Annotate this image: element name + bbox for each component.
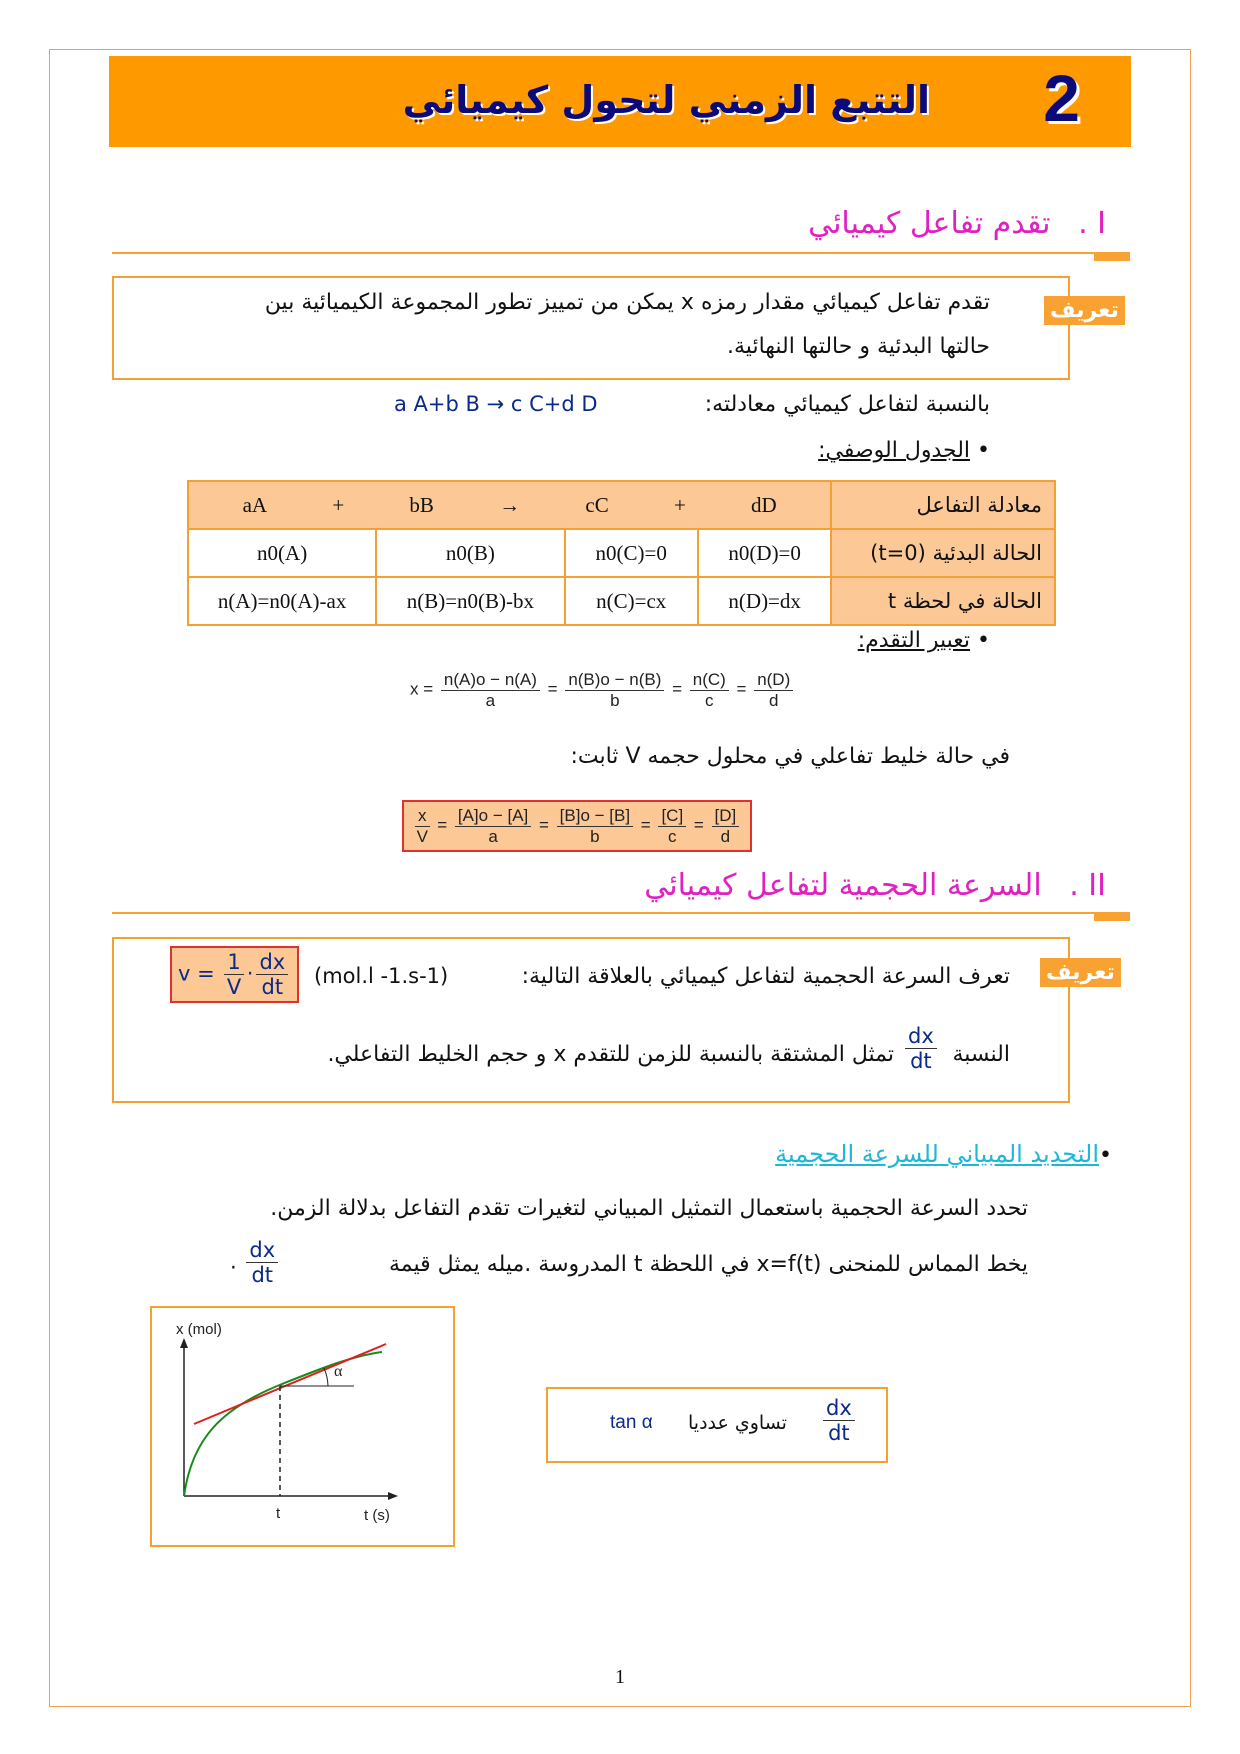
definition-1-line-2: حالتها البدئية و حالتها النهائية. (727, 334, 990, 359)
v-dot: · (246, 961, 254, 986)
tan-text: تساوي عدديا (688, 1412, 787, 1434)
eq1-den-b: b (610, 690, 620, 710)
tan-frac-den: dt (828, 1421, 850, 1446)
eq1-den-a: a (485, 690, 496, 710)
eq-aA: aA (242, 492, 268, 517)
graph-text-1: تحدد السرعة الحجمية باستعمال التمثيل المبياني لتغيرات تقدم التفاعل بدلالة الزمن. (270, 1196, 1028, 1221)
eq1-num-c: n(C) (690, 670, 729, 691)
eq2-num-x: x (415, 806, 430, 827)
definition-2-line-1: تعرف السرعة الحجمية لتفاعل كيميائي بالعلاقة التالية: (521, 964, 1010, 989)
velocity-formula (170, 946, 299, 1003)
graph-fraction (230, 1238, 281, 1287)
section-2-label: السرعة الحجمية لتفاعل كيميائي (644, 868, 1042, 903)
eq1-den-d: d (768, 690, 779, 710)
advance-heading (858, 628, 990, 653)
ratio-fraction (902, 1024, 940, 1073)
y-axis-label: x (mol) (176, 1321, 222, 1338)
page-title: التتبع الزمني لتحول كيميائي (402, 78, 930, 122)
eq2-den-a: a (488, 826, 498, 846)
row-label-time-t: الحالة في لحظة t (831, 577, 1055, 625)
eq1-den-c: c (705, 690, 714, 710)
eq-arrow: → (499, 492, 521, 517)
cell-n0C: n0(C)=0 (565, 529, 698, 577)
chapter-number: 2 (1043, 61, 1080, 135)
eq2-num-c: [C] (658, 806, 686, 827)
graph-heading (775, 1140, 1112, 1168)
row-label-initial: الحالة البدئية (t=0) (831, 529, 1055, 577)
section-2-number: II . (1069, 868, 1106, 903)
section-1-label: تقدم تفاعل كيميائي (808, 206, 1051, 241)
eq-dD: dD (751, 492, 777, 517)
cell-n0D: n0(D)=0 (698, 529, 831, 577)
reaction-text: بالنسبة لتفاعل كيميائي معادلته: (704, 392, 990, 417)
v-den-dt: dt (261, 975, 284, 1000)
section-2-rule (112, 912, 1130, 914)
section-1-number: I . (1078, 206, 1106, 241)
advance-heading-text: تعبير التقدم: (857, 628, 971, 653)
section-1-rule-tab (1094, 252, 1130, 261)
cell-nB: n(B)=n0(B)-bx (376, 577, 564, 625)
graph-text-2: يخط المماس للمنحنى x=f(t) في اللحظة t المدروسة .ميله يمثل قيمة (389, 1252, 1028, 1277)
reaction-equation: a A+b B → c C+d D (394, 392, 598, 416)
curve-x-of-t (184, 1352, 382, 1496)
ratio-den: dt (910, 1049, 932, 1074)
eq1-num-d: n(D) (754, 670, 793, 691)
page-number: 1 (615, 1666, 625, 1688)
x-axis-arrow-icon (388, 1492, 398, 1500)
velocity-unit: (mol.l -1.s-1) (314, 964, 449, 988)
eq1-x: x (410, 679, 419, 699)
angle-label: α (334, 1363, 343, 1380)
table-heading-text: الجدول الوصفي: (818, 438, 971, 463)
x-axis-label: t (s) (364, 1507, 390, 1524)
v-label: v = (178, 961, 215, 986)
table-row (188, 529, 1055, 577)
v-num-1: 1 (224, 950, 243, 975)
eq-bB: bB (409, 492, 434, 517)
definition-1-line-1: تقدم تفاعل كيميائي مقدار رمزه x يمكن من تمييز تطور المجموعة الكيميائية بين (264, 290, 990, 315)
eq-plus-1: + (332, 492, 345, 517)
definition-tag-1: تعريف (1044, 296, 1125, 325)
cell-n0A: n0(A) (188, 529, 376, 577)
bullet-icon: • (977, 438, 990, 463)
section-2-title (644, 868, 1106, 903)
cell-nD: n(D)=dx (698, 577, 831, 625)
eq2-den-d: d (720, 826, 731, 846)
eq2-num-a: [A]o − [A] (455, 806, 531, 827)
graph-frac-num: dx (246, 1238, 278, 1263)
ratio-num: dx (905, 1024, 937, 1049)
tan-alpha: tan α (610, 1412, 653, 1433)
concentration-equation: $\frac{x}{V}$ = $\frac{[A]o - [A]}{a}$ = $\frac{[B]o - [B]}{b}$ = $\frac{[C]}{c}$ = $\frac{[D]}{d}$ (402, 800, 752, 852)
eq2-den-c: c (668, 826, 677, 846)
eq2-num-b: [B]o − [B] (557, 806, 633, 827)
table-row (188, 481, 1055, 529)
eq2-den-v: V (416, 826, 428, 846)
definition-2-line-2a: النسبة (952, 1042, 1010, 1067)
tangent-line (194, 1344, 386, 1424)
advance-equation: x = $\frac{n(A)o - n(A)}{a}$ = $\frac{n(B)o - n(B)}{b}$ = $\frac{n(C)}{c}$ = $\frac{n(D)}{d}$ (410, 670, 796, 710)
bullet-icon: • (977, 628, 990, 653)
eq-cC: cC (585, 492, 609, 517)
section-1-title (808, 206, 1106, 241)
solution-text: في حالة خليط تفاعلي في محلول حجمه V ثابت: (570, 744, 1010, 769)
eq-plus-2: + (673, 492, 686, 517)
angle-arc (324, 1368, 328, 1386)
bullet-icon: • (1099, 1143, 1112, 1168)
v-num-dx: dx (256, 950, 288, 975)
definition-tag-2: تعريف (1040, 958, 1121, 987)
graph-heading-text: التحديد المبياني للسرعة الحجمية (775, 1140, 1100, 1168)
eq2-num-d: [D] (712, 806, 740, 827)
table-row (188, 577, 1055, 625)
cell-nA: n(A)=n0(A)-ax (188, 577, 376, 625)
definition-2-line-2b: تمثل المشتقة بالنسبة للزمن للتقدم x و حجم الخليط التفاعلي. (327, 1042, 894, 1067)
graph-fraction-dot: . (230, 1249, 237, 1274)
progress-table (187, 480, 1056, 626)
tan-frac-num: dx (823, 1396, 855, 1421)
row-label-equation: معادلة التفاعل (831, 481, 1055, 529)
tan-fraction (820, 1396, 858, 1445)
graph-box (150, 1306, 455, 1547)
y-axis-arrow-icon (180, 1338, 188, 1348)
eq2-den-b: b (590, 826, 600, 846)
eq1-num-b: n(B)o − n(B) (565, 670, 664, 691)
t-tick-label: t (276, 1505, 281, 1522)
v-den-V: V (226, 975, 242, 1000)
section-1-rule (112, 252, 1130, 254)
cell-n0B: n0(B) (376, 529, 564, 577)
equation-cell (188, 481, 831, 529)
eq1-num-a: n(A)o − n(A) (441, 670, 540, 691)
cell-nC: n(C)=cx (565, 577, 698, 625)
tangent-graph (152, 1308, 453, 1545)
table-heading (818, 438, 990, 463)
section-2-rule-tab (1094, 912, 1130, 921)
graph-frac-den: dt (251, 1263, 274, 1288)
